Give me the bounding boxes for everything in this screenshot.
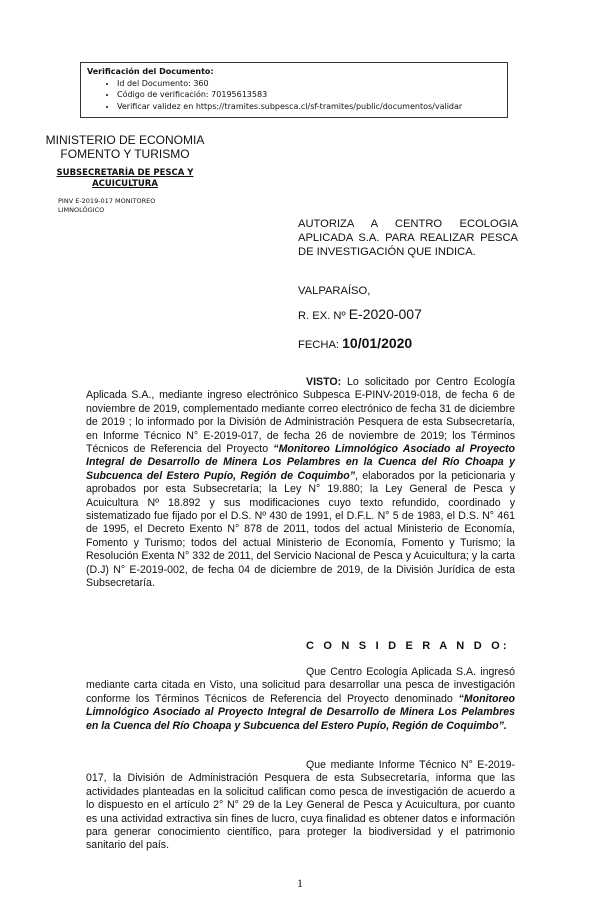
verification-title: Verificación del Documento:	[87, 67, 214, 76]
considerando-heading: C O N S I D E R A N D O:	[306, 640, 510, 652]
verification-code: • Código de verificación: 70195613583	[117, 89, 501, 101]
date-label: FECHA:	[298, 339, 340, 351]
verification-list	[87, 78, 501, 113]
visto-project: “Monitoreo Limnológico Asociado al Proyecto Integral de Desarrollo de Minera Los Pelambres en la Cuenca del Río Choapa y Subcuenca del Estero Pupío, Región de Coquimbo”	[86, 443, 515, 482]
resolution-number	[298, 306, 422, 322]
date-value: 10/01/2020	[342, 335, 413, 351]
rex-label: R. EX. Nº	[298, 310, 346, 322]
visto-text-a: Lo solicitado por Centro Ecología Aplicada S.A., mediante ingreso electrónico Subpesca E-PINV-2019-018, de fecha 6 de noviembre de 2019, complementado mediante correo electrónico de fecha 31 de diciembre de 2019 ; lo informado por la División de Administración Pesquera de esta Subsecretaría, en Informe Técnico N° E-2019-017, de fecha 26 de noviembre de 2019; los Términos Técnicos de Referencia del Proyecto	[86, 376, 515, 456]
visto-label: VISTO:	[306, 376, 342, 388]
considerando-p1-project: “Monitoreo Limnológico Asociado al Proyecto Integral de Desarrollo de Minera Los Pelambres en la Cuenca del Río Choapa y Subcuenca del Estero Pupío, Región de Coquimbo”.	[86, 692, 515, 732]
visto-text-b: , elaborados por la peticionaria y aprobados por esta Subsecretaría; la Ley N° 19.880; la Ley General de Pesca y Acuicultura Nº 18.892 y sus modificaciones cuyo texto refundido, coordinado y sistematizado fue fijado por el D.S. Nº 430 de 1991, el D.F.L. N° 5 de 1983, el D.S. N° 461 de 1995, el Decreto Exento N° 878 de 2011, todos del actual Ministerio de Economía, Fomento y Turismo; todos del actual Ministerio de Economía, Fomento y Turismo; la Resolución Exenta N° 332 de 2011, del Servicio Nacional de Pesca y Acuicultura; y la carta (D.J) N° E-2019-002, de fecha 04 de diciembre de 2019, de la División Jurídica de esta Subsecretaría.	[86, 469, 515, 590]
place: VALPARAÍSO,	[298, 285, 371, 297]
considerando-paragraph-2: Que mediante Informe Técnico N° E-2019-017, la División de Administración Pesquera de esta Subsecretaría, informa que las actividades planteadas en la solicitud califican como pesca de investigación de acuerdo a lo dispuesto en el artículo 2° N° 29 de la Ley General de Pesca y Acuicultura, por cuanto es una actividad extractiva sin fines de lucro, cuya finalidad es obtener datos e información para generar conocimiento científico, para proteger la biodiversidad y el patrimonio sanitario del país.	[86, 759, 515, 852]
reference-code: PINV E-2019-017 MONITOREO LIMNOLÓGICO	[58, 197, 156, 214]
ministry-line1: MINISTERIO DE ECONOMIA	[45, 133, 205, 147]
verification-box	[80, 62, 508, 118]
ministry-heading	[40, 133, 210, 161]
verification-id: • Id del Documento: 360	[117, 78, 501, 90]
visto-paragraph	[86, 376, 515, 591]
ministry-line2: FOMENTO Y TURISMO	[60, 147, 190, 161]
page-number: 1	[297, 876, 303, 890]
considerando-p1-text: Que Centro Ecología Aplicada S.A. ingresó mediante carta citada en Visto, una solicitud para desarrollar una pesca de investigación conforme los Términos Técnicos de Referencia del Proyecto denominado	[86, 666, 515, 705]
considerando-paragraph-1	[86, 666, 515, 733]
subsecretaria-heading: SUBSECRETARÍA DE PESCA Y ACUICULTURA	[56, 168, 194, 189]
resolution-summary: AUTORIZA A CENTRO ECOLOGIA APLICADA S.A. PARA REALIZAR PESCA DE INVESTIGACIÓN QUE INDICA.	[298, 218, 518, 258]
resolution-date	[298, 335, 412, 351]
verification-url[interactable]: • Verificar validez en https://tramites.subpesca.cl/sf-tramites/public/documentos/validar	[117, 101, 501, 113]
rex-number: E-2020-007	[348, 306, 422, 322]
